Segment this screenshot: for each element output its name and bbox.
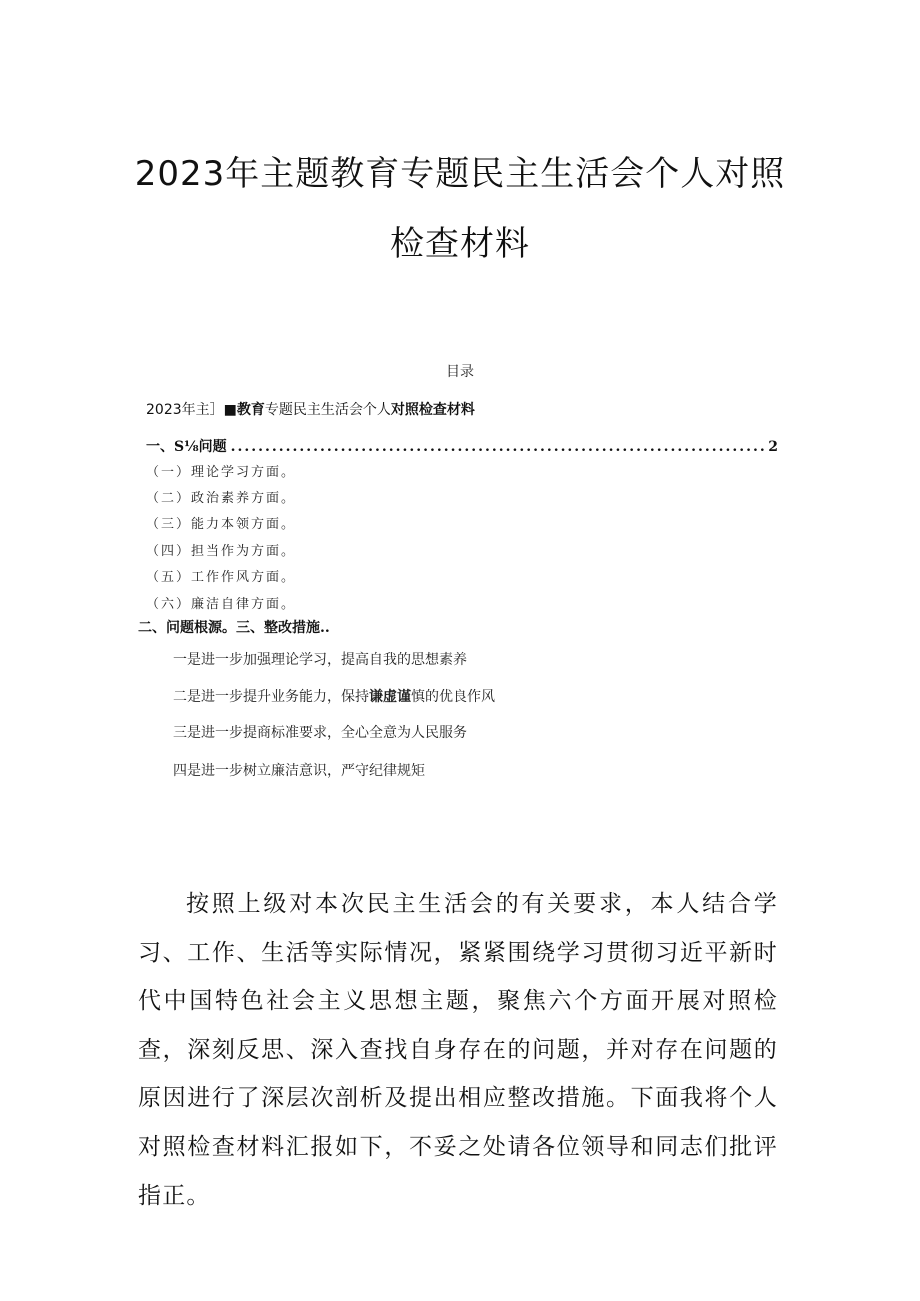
toc-measure-3[interactable]: 三是进一步提商标准要求，全心全意为人民服务 <box>173 725 467 741</box>
toc-measure-2[interactable] <box>173 686 495 706</box>
toc-measure-2-bold: 谦虚谨 <box>369 689 411 705</box>
toc-doc-title-prefix: 2023年主］ <box>146 402 224 418</box>
toc-subsection-work-style[interactable]: （五）工作作风方面。 <box>146 570 297 585</box>
toc-measure-2-pre: 二是进一步提升业务能力，保持 <box>173 689 369 705</box>
toc-measure-1[interactable]: 一是进一步加强理论学习，提高自我的思想素养 <box>173 652 467 668</box>
body-paragraph-intro: 按照上级对本次民主生活会的有关要求，本人结合学习、工作、生活等实际情况，紧紧围绕学习贯彻习近平新时代中国特色社会主义思想主题，聚焦六个方面开展对照检查，深刻反思、深入查找自身存在的问题，并对存在问题的原因进行了深层次剖析及提出相应整改措施。下面我将个人对照检查材料汇报如下，不妥之处请各位领导和同志们批评指正。 <box>138 891 778 1209</box>
toc-entry-problems[interactable] <box>146 436 778 456</box>
document-title-line-2: 检查材料 <box>390 224 530 264</box>
toc-heading: 目录 <box>446 364 474 380</box>
toc-subsection-responsibility[interactable]: （四）担当作为方面。 <box>146 544 297 559</box>
document-title-line-1: 2023年主题教育专题民主生活会个人对照 <box>134 154 786 194</box>
toc-subsection-politics[interactable]: （二）政治素养方面。 <box>146 491 297 506</box>
toc-entry-root-causes-and-measures[interactable]: 二、问题根源。三、整改措施.. <box>138 620 330 636</box>
toc-measure-4[interactable]: 四是进一步树立廉洁意识，严守纪律规矩 <box>173 763 425 779</box>
toc-measure-2-post: 慎的优良作风 <box>411 689 495 705</box>
toc-entry-label: 一、S⅛问题 <box>146 439 227 455</box>
toc-doc-title-bold-1: ■教育 <box>223 402 265 418</box>
toc-page-number: 2 <box>768 439 778 455</box>
toc-subsection-integrity[interactable]: （六）廉洁自律方面。 <box>146 597 297 612</box>
toc-subsection-theory[interactable]: （一）理论学习方面。 <box>146 465 297 480</box>
toc-doc-title-mid: 专题民主生活会个人 <box>264 402 391 418</box>
toc-document-title[interactable] <box>146 399 475 419</box>
toc-subsection-ability[interactable]: （三）能力本领方面。 <box>146 517 297 532</box>
toc-doc-title-bold-2: 对照检查材料 <box>390 402 475 418</box>
toc-leader-dots <box>231 439 765 455</box>
